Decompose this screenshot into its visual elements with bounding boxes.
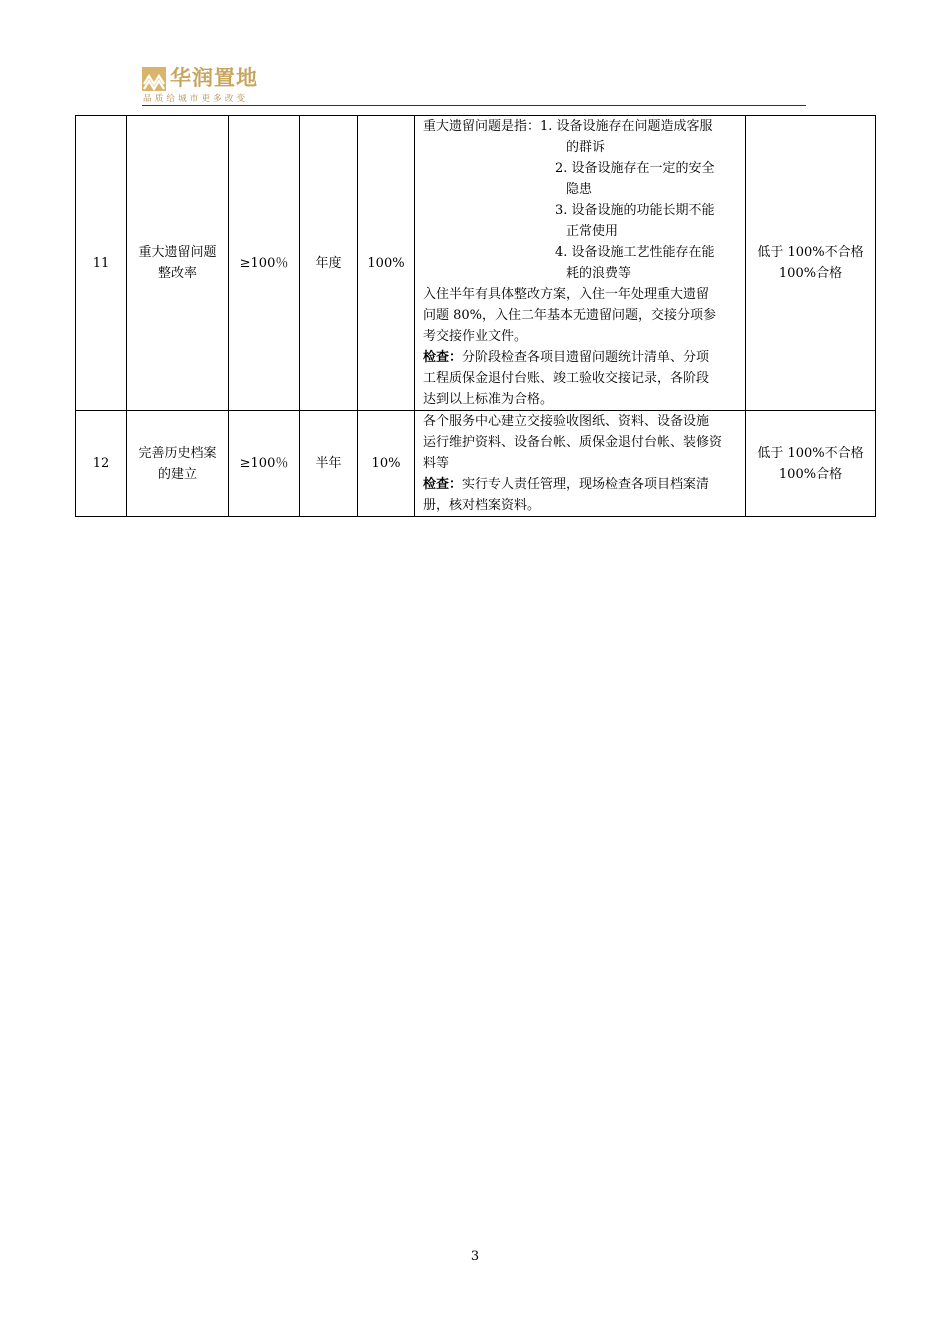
weight-value: 100% [358,116,415,411]
check-text: 实行专人责任管理，现场检查各项目档案清 [462,477,710,492]
standard-line: 低于 100%不合格 [757,245,864,260]
desc-line: 料等 [423,456,450,471]
desc-line: 工程质保金退付台账、竣工验收交接记录，各阶段 [423,371,710,386]
row-number: 12 [76,411,127,517]
check-label: 检查： [423,350,463,365]
desc-line: 2. 设备设施存在一定的安全 [555,161,715,176]
logo-icon [142,67,166,91]
pass-standard [746,411,876,517]
page-number: 3 [470,1249,480,1264]
brand-name: 华润置地 [170,66,258,90]
brand-slogan: 品质给城市更多改变 [143,94,249,104]
desc-line: 达到以上标准为合格。 [423,392,554,407]
row-number: 11 [76,116,127,411]
desc-line: 重大遗留问题是指：1. 设备设施存在问题造成客服 [423,119,713,134]
indicator-description [415,116,746,411]
desc-line: 考交接作业文件。 [423,329,528,344]
check-text: 分阶段检查各项目遗留问题统计清单、分项 [462,350,710,365]
target-value: ≥100％ [229,411,300,517]
indicator-name: 完善历史档案的建立 [127,411,229,517]
desc-line: 问题 80%，入住二年基本无遗留问题，交接分项参 [423,308,717,323]
desc-line: 运行维护资料、设备台帐、质保金退付台帐、装修资 [423,435,723,450]
desc-line: 的群诉 [566,140,606,155]
standard-line: 100%合格 [778,266,843,281]
table-row [76,411,876,517]
desc-line: 册，核对档案资料。 [423,498,541,513]
desc-line: 入住半年有具体整改方案，入住一年处理重大遗留 [423,287,710,302]
header-divider [142,105,806,106]
kpi-table [75,115,876,517]
standard-line: 100%合格 [778,466,843,482]
table-row [76,116,876,411]
indicator-description [415,411,746,517]
pass-standard [746,116,876,411]
standard-line: 低于 100%不合格 [757,445,864,461]
check-line [423,474,737,495]
target-value: ≥100％ [229,116,300,411]
desc-line: 正常使用 [566,224,619,239]
desc-line: 各个服务中心建立交接验收图纸、资料、设备设施 [423,414,710,429]
page-header [142,64,806,108]
check-label: 检查： [423,477,463,492]
desc-line: 3. 设备设施的功能长期不能 [555,203,715,218]
weight-value: 10% [358,411,415,517]
assessment-period: 年度 [300,116,358,411]
desc-line: 耗的浪费等 [566,266,632,281]
check-line [423,347,737,368]
indicator-name: 重大遗留问题整改率 [127,116,229,411]
assessment-period: 半年 [300,411,358,517]
desc-line: 隐患 [566,182,593,197]
desc-line: 4. 设备设施工艺性能存在能 [555,245,715,260]
